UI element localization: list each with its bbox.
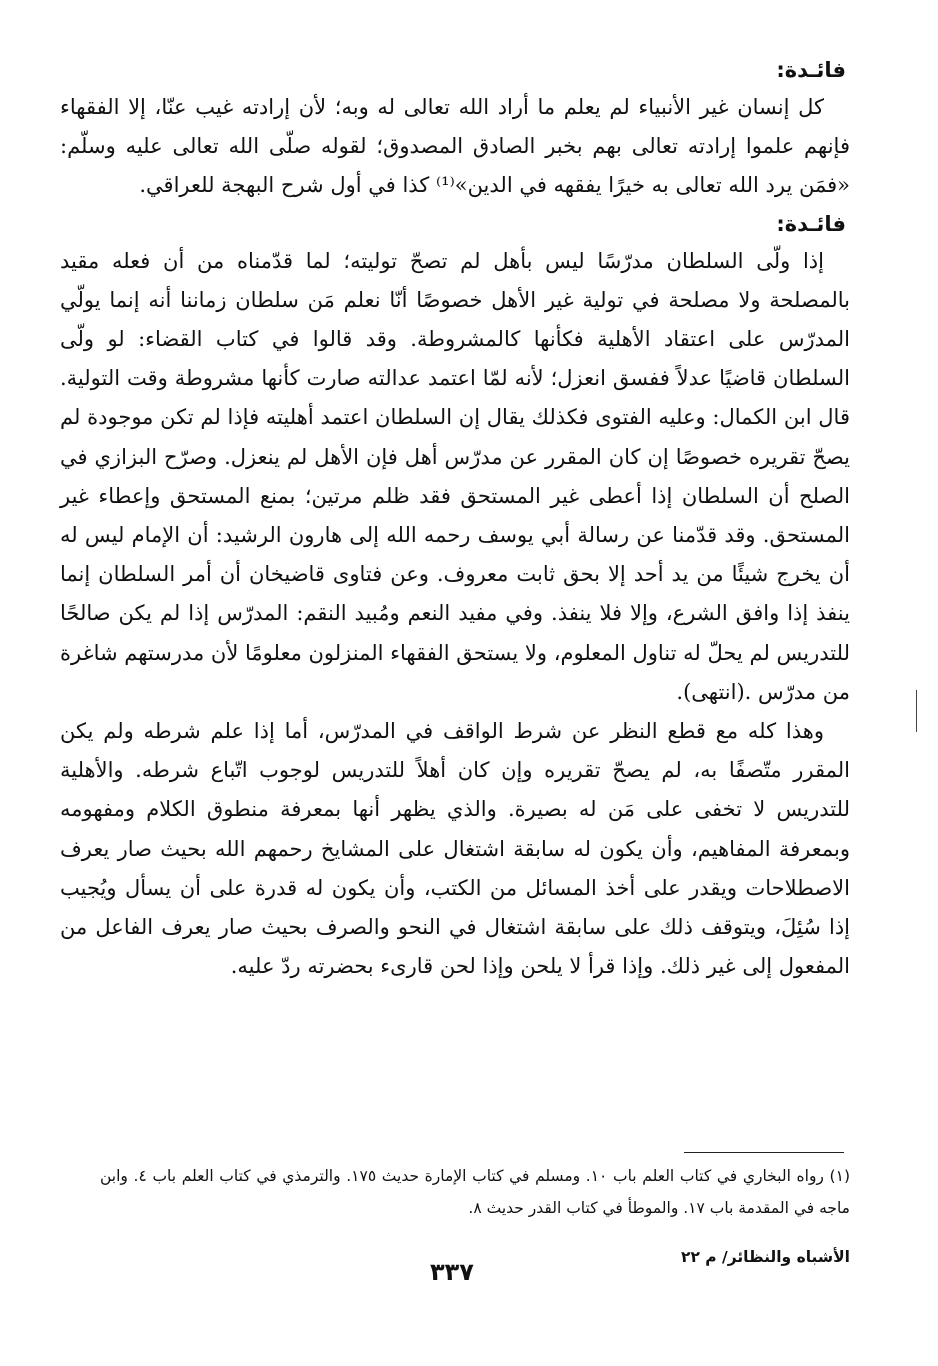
paragraph: كل إنسان غير الأنبياء لم يعلم ما أراد الله تعالى له وبه؛ لأن إرادته غيب عنّا، إلا الفقهاء فإنهم علموا إرادته تعالى بهم بخبر الصادق المصدوق؛ لقوله صلّى الله تعالى عليه وسلّم: «فمَن يرد الله تعالى به خيرًا يفقهه في الدين»⁽¹⁾ كذا في أول شرح البهجة للعراقي. bbox=[60, 95, 850, 198]
page-body bbox=[60, 52, 850, 986]
paragraph: إذا ولّى السلطان مدرّسًا ليس بأهل لم تصحّ توليته؛ لما قدّمناه من أن فعله مقيد بالمصلحة ولا مصلحة في تولية غير الأهل خصوصًا أنّا نعلم مَن سلطان زماننا أنه إنما يولّي المدرّس على اعتقاد الأهلية فكأنها كالمشروطة. وقد قالوا في كتاب القضاء: لو ولّى السلطان قاضيًا عدلاً ففسق انعزل؛ لأنه لمّا اعتمد عدالته صارت كأنها مشروطة وقت التولية. قال ابن الكمال: وعليه الفتوى فكذلك يقال إن السلطان اعتمد أهليته فإذا لم تكن موجودة لم يصحّ تقريره خصوصًا إن كان المقرر عن مدرّس أهل فإن الأهل لم ينعزل. وصرّح البزازي في الصلح أن السلطان إذا أعطى غير المستحق فقد ظلم مرتين؛ بمنع المستحق وإعطاء غير المستحق. وقد قدّمنا عن رسالة أبي يوسف رحمه الله إلى هارون الرشيد: أن الإمام ليس له أن يخرج شيئًا من يد أحد إلا بحق ثابت معروف. وعن فتاوى قاضيخان أن أمر السلطان إنما ينفذ إذا وافق الشرع، وإلا فلا ينفذ. وفي مفيد النعم ومُبيد النقم: المدرّس إذا لم يكن صالحًا للتدريس لم يحلّ له تناول المعلوم، ولا يستحق الفقهاء المنزلون معلومًا لأن مدرستهم شاغرة من مدرّس .(انتهى). bbox=[60, 248, 850, 704]
section-1 bbox=[60, 52, 850, 206]
book-source-signature: الأشباه والنظائر/ م ٢٢ bbox=[680, 1248, 850, 1266]
page-footer bbox=[100, 1248, 850, 1288]
footnotes bbox=[100, 1160, 850, 1224]
section-heading: فائـدة: bbox=[776, 58, 846, 82]
footnote: (١) رواه البخاري في كتاب العلم باب ١٠. ومسلم في كتاب الإمارة حديث ١٧٥. والترمذي في كتاب العلم باب ٤. وابن ماجه في المقدمة باب ١٧. والموطأ في كتاب القدر حديث ٨. bbox=[100, 1167, 850, 1217]
section-2 bbox=[60, 206, 850, 987]
footnote-divider bbox=[684, 1152, 844, 1153]
margin-mark bbox=[916, 690, 917, 732]
paragraph: وهذا كله مع قطع النظر عن شرط الواقف في المدرّس، أما إذا علم شرطه ولم يكن المقرر متّصفًا به، لم يصحّ تقريره وإن كان أهلاً للتدريس لوجوب اتّباع شرطه. والأهلية للتدريس لا تخفى على مَن له بصيرة. والذي يظهر أنها بمعرفة منطوق الكلام ومفهومه وبمعرفة المفاهيم، وأن يكون له سابقة اشتغال على المشايخ رحمهم الله بحيث صار يعرف الاصطلاحات ويقدر على أخذ المسائل من الكتب، وأن يكون له قدرة على أن يسأل ويُجيب إذا سُئِلَ، ويتوقف ذلك على سابقة اشتغال في النحو والصرف بحيث صار يعرف الفاعل من المفعول إلى غير ذلك. وإذا قرأ لا يلحن وإذا لحن قارىء بحضرته ردّ عليه. bbox=[60, 719, 850, 979]
page-number: ٣٣٧ bbox=[430, 1258, 474, 1286]
section-heading: فائـدة: bbox=[776, 211, 846, 236]
